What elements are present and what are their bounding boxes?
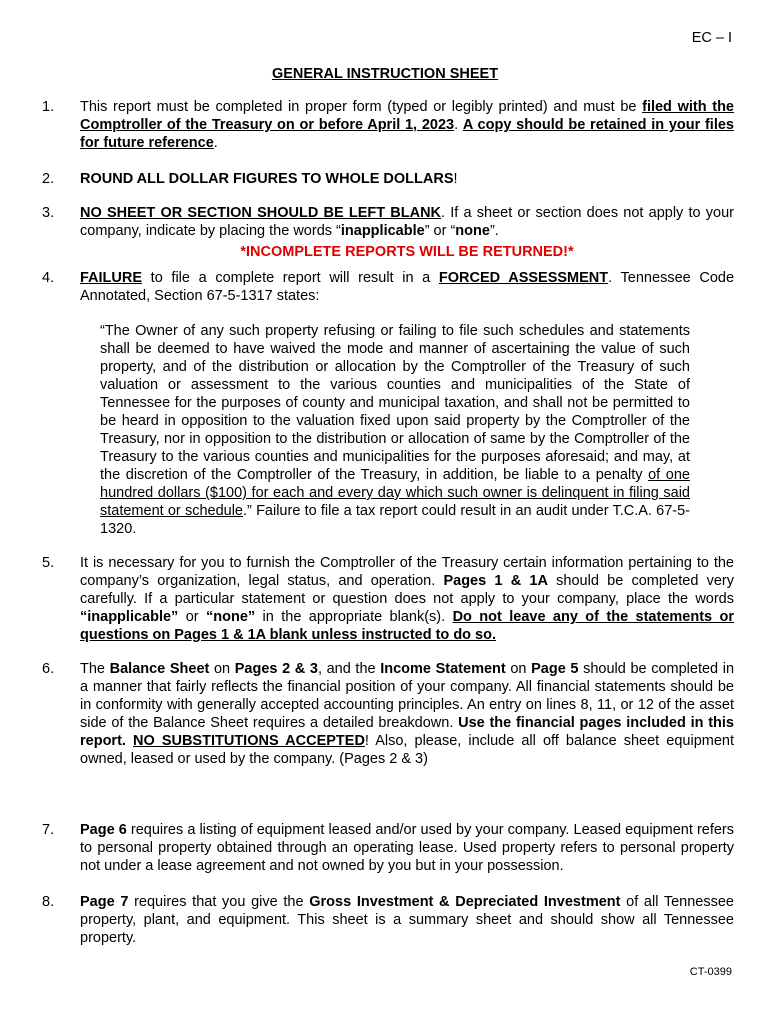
statute-quote: “The Owner of any such property refusing or failing to file such schedules and statements shall be deemed to have waived the mode and manner of ascertaining the value of such property, and of the distribution or allocation by the Comptroller of the Treasury of such valuation or assessment to the various counties and municipalities of the State of Tennessee for the purposes of county and municipal taxation, and shall not be permitted to be heard in opposition to the valuation fixed upon said property by the Comptroller of the Treasury, nor in opposition to the distribution or allocation of same by the Comptroller of the Treasury to the various counties and municipalities for the purposes aforesaid; and may, at the discretion of the Comptroller of the Treasury, in addition, be liable to a penalty of one hundred dollars ($100) for each and every day which such owner is delinquent in filing said statement or schedule.” Failure to file a tax report could result in an audit under T.C.A. 67-5-1320. (100, 323, 691, 537)
item-text: Page 7 requires that you give the Gross Investment & Depreciated Investment of all Tennessee property, plant, and equipment. This sheet is a summary sheet and should show all Tennessee property. (80, 894, 734, 946)
incomplete-warning: *INCOMPLETE REPORTS WILL BE RETURNED!* (240, 244, 574, 260)
item-number: 6. (42, 661, 55, 677)
filing-deadline: filed with the Comptroller of the Treasury on or before April 1, 2023 (80, 99, 734, 133)
item-number: 7. (42, 822, 55, 838)
item-number: 3. (42, 205, 55, 221)
item-text: This report must be completed in proper form (typed or legibly printed) and must be filed with the Comptroller of the Treasury on or before April 1, 2023. A copy should be retained in your files for future reference. (80, 99, 734, 151)
footer-form-number: CT-0399 (689, 966, 732, 978)
item-text: The Balance Sheet on Pages 2 & 3, and the Income Statement on Page 5 should be completed in a manner that fairly reflects the financial position of your company. All financial statements should be in conformity with generally accepted accounting principles. An entry on lines 8, 11, or 12 of the asset side of the Balance Sheet requires a detailed breakdown. Use the financial pages included in this report. NO SUBSTITUTIONS ACCEPTED! Also, please, include all off balance sheet equipment owned, leased or used by the company. (Pages 2 & 3) (80, 661, 735, 767)
page-title: GENERAL INSTRUCTION SHEET (271, 66, 499, 82)
item-text: ROUND ALL DOLLAR FIGURES TO WHOLE DOLLARS! (80, 171, 458, 187)
item-number: 1. (42, 99, 55, 115)
item-text: It is necessary for you to furnish the Comptroller of the Treasury certain information pertaining to the company’s organization, legal status, and operation. Pages 1 & 1A should be completed very carefully. If a particular statement or question does not apply to your company, place the words “inapplicable” or “none” in the appropriate blank(s). Do not leave any of the statements or questions on Pages 1 & 1A blank unless instructed to do so. (80, 555, 735, 643)
item-number: 8. (42, 894, 55, 910)
penalty-clause: of one hundred dollars ($100) for each and every day which such owner is delinquent in filing said statement or schedule (100, 467, 690, 519)
item-text: NO SHEET OR SECTION SHOULD BE LEFT BLANK. If a sheet or section does not apply to your company, indicate by placing the words “inapplicable” or “none”. (80, 205, 734, 239)
item-number: 5. (42, 555, 55, 571)
item-text: FAILURE to file a complete report will result in a FORCED ASSESSMENT. Tennessee Code Annotated, Section 67-5-1317 states: (80, 270, 735, 304)
item-number: 2. (42, 171, 55, 187)
item-number: 4. (42, 270, 55, 286)
form-code: EC – I (691, 30, 732, 46)
retain-copy-note: A copy should be retained in your files for future reference (80, 117, 734, 151)
item-text: Page 6 requires a listing of equipment leased and/or used by your company. Leased equipment refers to personal property obtained through an operating lease. Used property refers to personal property not under a lease agreement and not owned by you but in your possession. (80, 822, 735, 874)
